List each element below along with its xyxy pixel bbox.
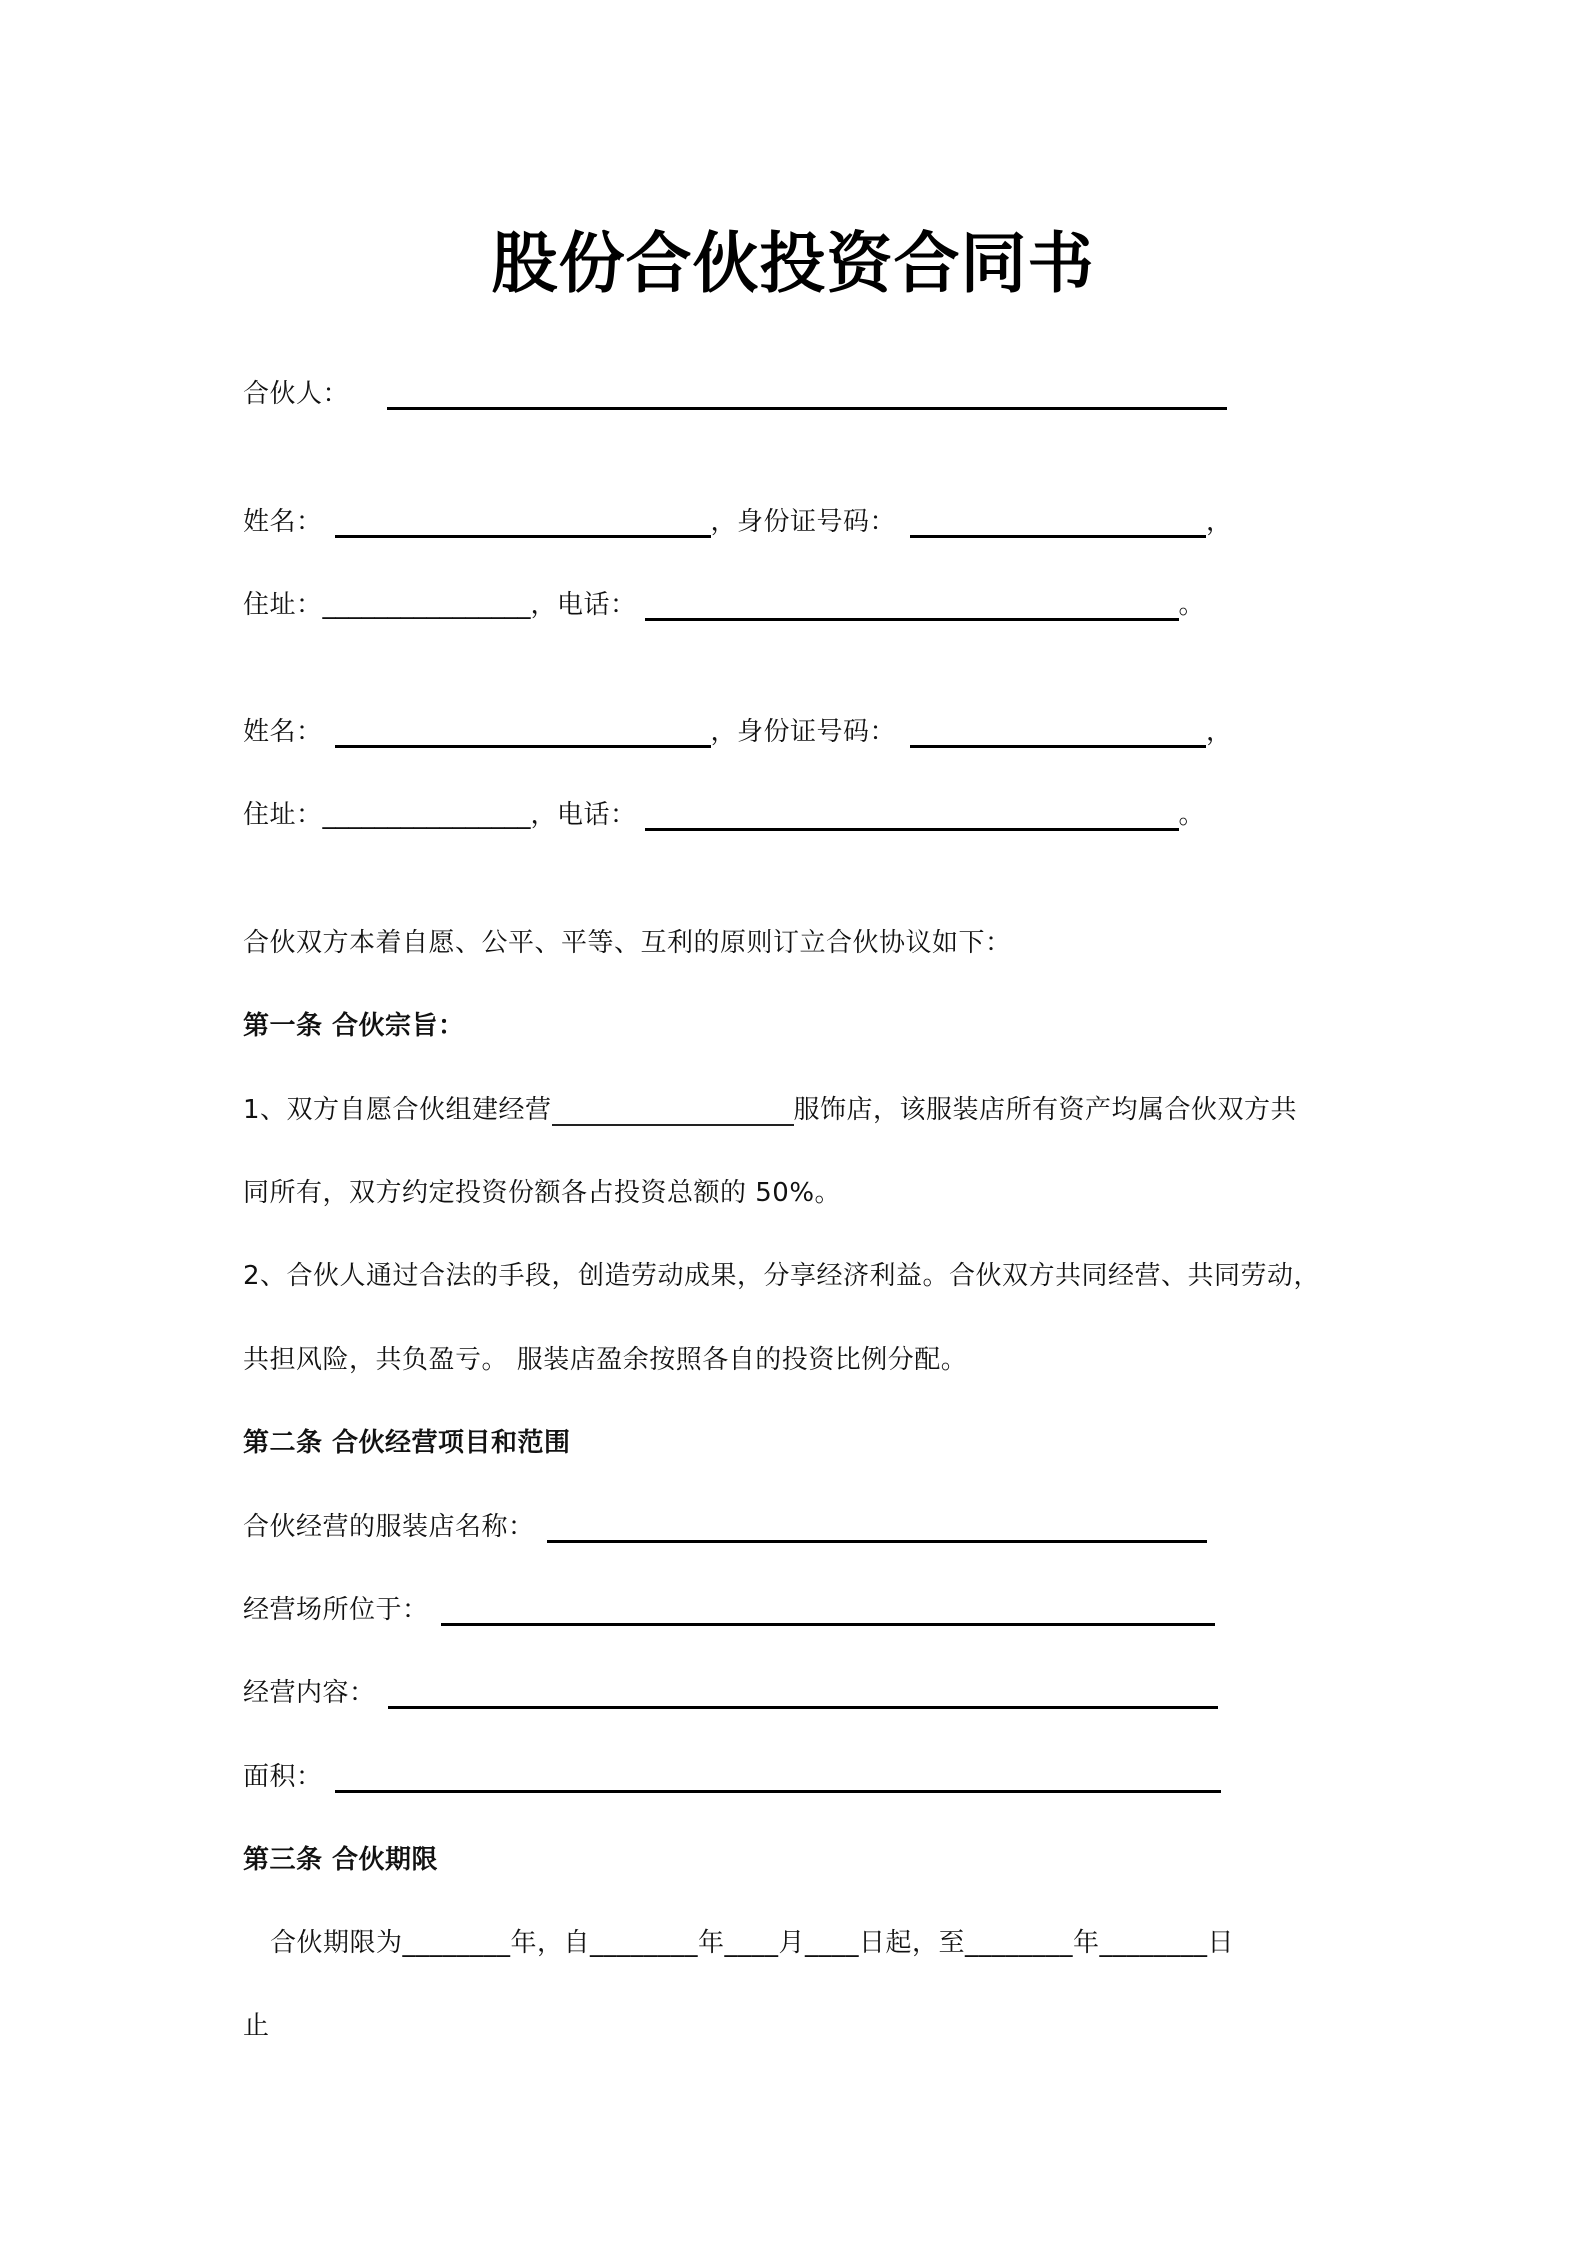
comma: ，	[1206, 717, 1233, 747]
store-name-field[interactable]	[547, 1512, 1207, 1543]
comma: ，	[530, 800, 558, 830]
address-label: 住址：	[243, 590, 323, 620]
partner-row	[243, 376, 1227, 412]
term-end: 止	[243, 2011, 270, 2041]
article-3-heading: 第三条 合伙期限	[243, 1845, 439, 1875]
area-label: 面积：	[243, 1762, 323, 1792]
partner-1-name-row	[243, 504, 1233, 540]
business-scope-field[interactable]	[388, 1678, 1218, 1709]
business-type-field[interactable]	[552, 1096, 794, 1126]
id-number-field[interactable]	[910, 717, 1206, 748]
partner-1-address-row	[243, 587, 1205, 623]
comma: ，	[1206, 507, 1233, 537]
period: 。	[1178, 800, 1206, 830]
document-title: 股份合伙投资合同书	[491, 225, 1095, 302]
address-field[interactable]: ________________	[322, 800, 531, 830]
id-label: 身份证号码：	[737, 717, 897, 747]
business-scope-label: 经营内容：	[243, 1678, 376, 1708]
article-1-clause-1-cont: 同所有，双方约定投资份额各占投资总额的 50%。	[243, 1178, 842, 1208]
address-label: 住址：	[243, 800, 323, 830]
phone-field[interactable]	[645, 590, 1179, 621]
article-1-heading: 第一条 合伙宗旨：	[243, 1011, 465, 1041]
comma: ，	[710, 717, 738, 747]
article-2-heading: 第二条 合伙经营项目和范围	[243, 1428, 571, 1458]
clause-text: 1、双方自愿合伙组建经营	[243, 1095, 552, 1125]
name-label: 姓名：	[243, 507, 323, 537]
term-line[interactable]: 合伙期限为________年，自________年____月____日起，至________年________日	[270, 1928, 1235, 1958]
phone-field[interactable]	[645, 800, 1179, 831]
id-number-field[interactable]	[910, 507, 1206, 538]
address-field[interactable]: ________________	[322, 590, 531, 620]
partner-label: 合伙人：	[243, 379, 350, 409]
partner-2-address-row	[243, 797, 1205, 833]
name-label: 姓名：	[243, 717, 323, 747]
partner-field[interactable]	[387, 379, 1227, 410]
partner-2-name-row	[243, 714, 1233, 750]
comma: ，	[710, 507, 738, 537]
phone-label: 电话：	[557, 800, 637, 830]
article-1-clause-1	[243, 1092, 1297, 1128]
period: 。	[1178, 590, 1206, 620]
store-name-label: 合伙经营的服装店名称：	[243, 1512, 535, 1542]
article-1-clause-2: 2、合伙人通过合法的手段，创造劳动成果，分享经济利益。合伙双方共同经营、共同劳动，	[243, 1261, 1321, 1291]
article-1-clause-2-cont: 共担风险，共负盈亏。 服装店盈余按照各自的投资比例分配。	[243, 1345, 968, 1375]
area-field[interactable]	[335, 1762, 1221, 1793]
comma: ，	[530, 590, 558, 620]
name-field[interactable]	[335, 717, 711, 748]
area-row	[243, 1759, 1221, 1795]
business-scope-row	[243, 1675, 1218, 1711]
intro-paragraph: 合伙双方本着自愿、公平、平等、互利的原则订立合伙协议如下：	[243, 928, 1012, 958]
phone-label: 电话：	[557, 590, 637, 620]
name-field[interactable]	[335, 507, 711, 538]
location-label: 经营场所位于：	[243, 1595, 429, 1625]
location-field[interactable]	[441, 1595, 1215, 1626]
id-label: 身份证号码：	[737, 507, 897, 537]
store-name-row	[243, 1509, 1207, 1545]
clause-text: 服饰店，该服装店所有资产均属合伙双方共	[793, 1095, 1298, 1125]
location-row	[243, 1592, 1215, 1628]
